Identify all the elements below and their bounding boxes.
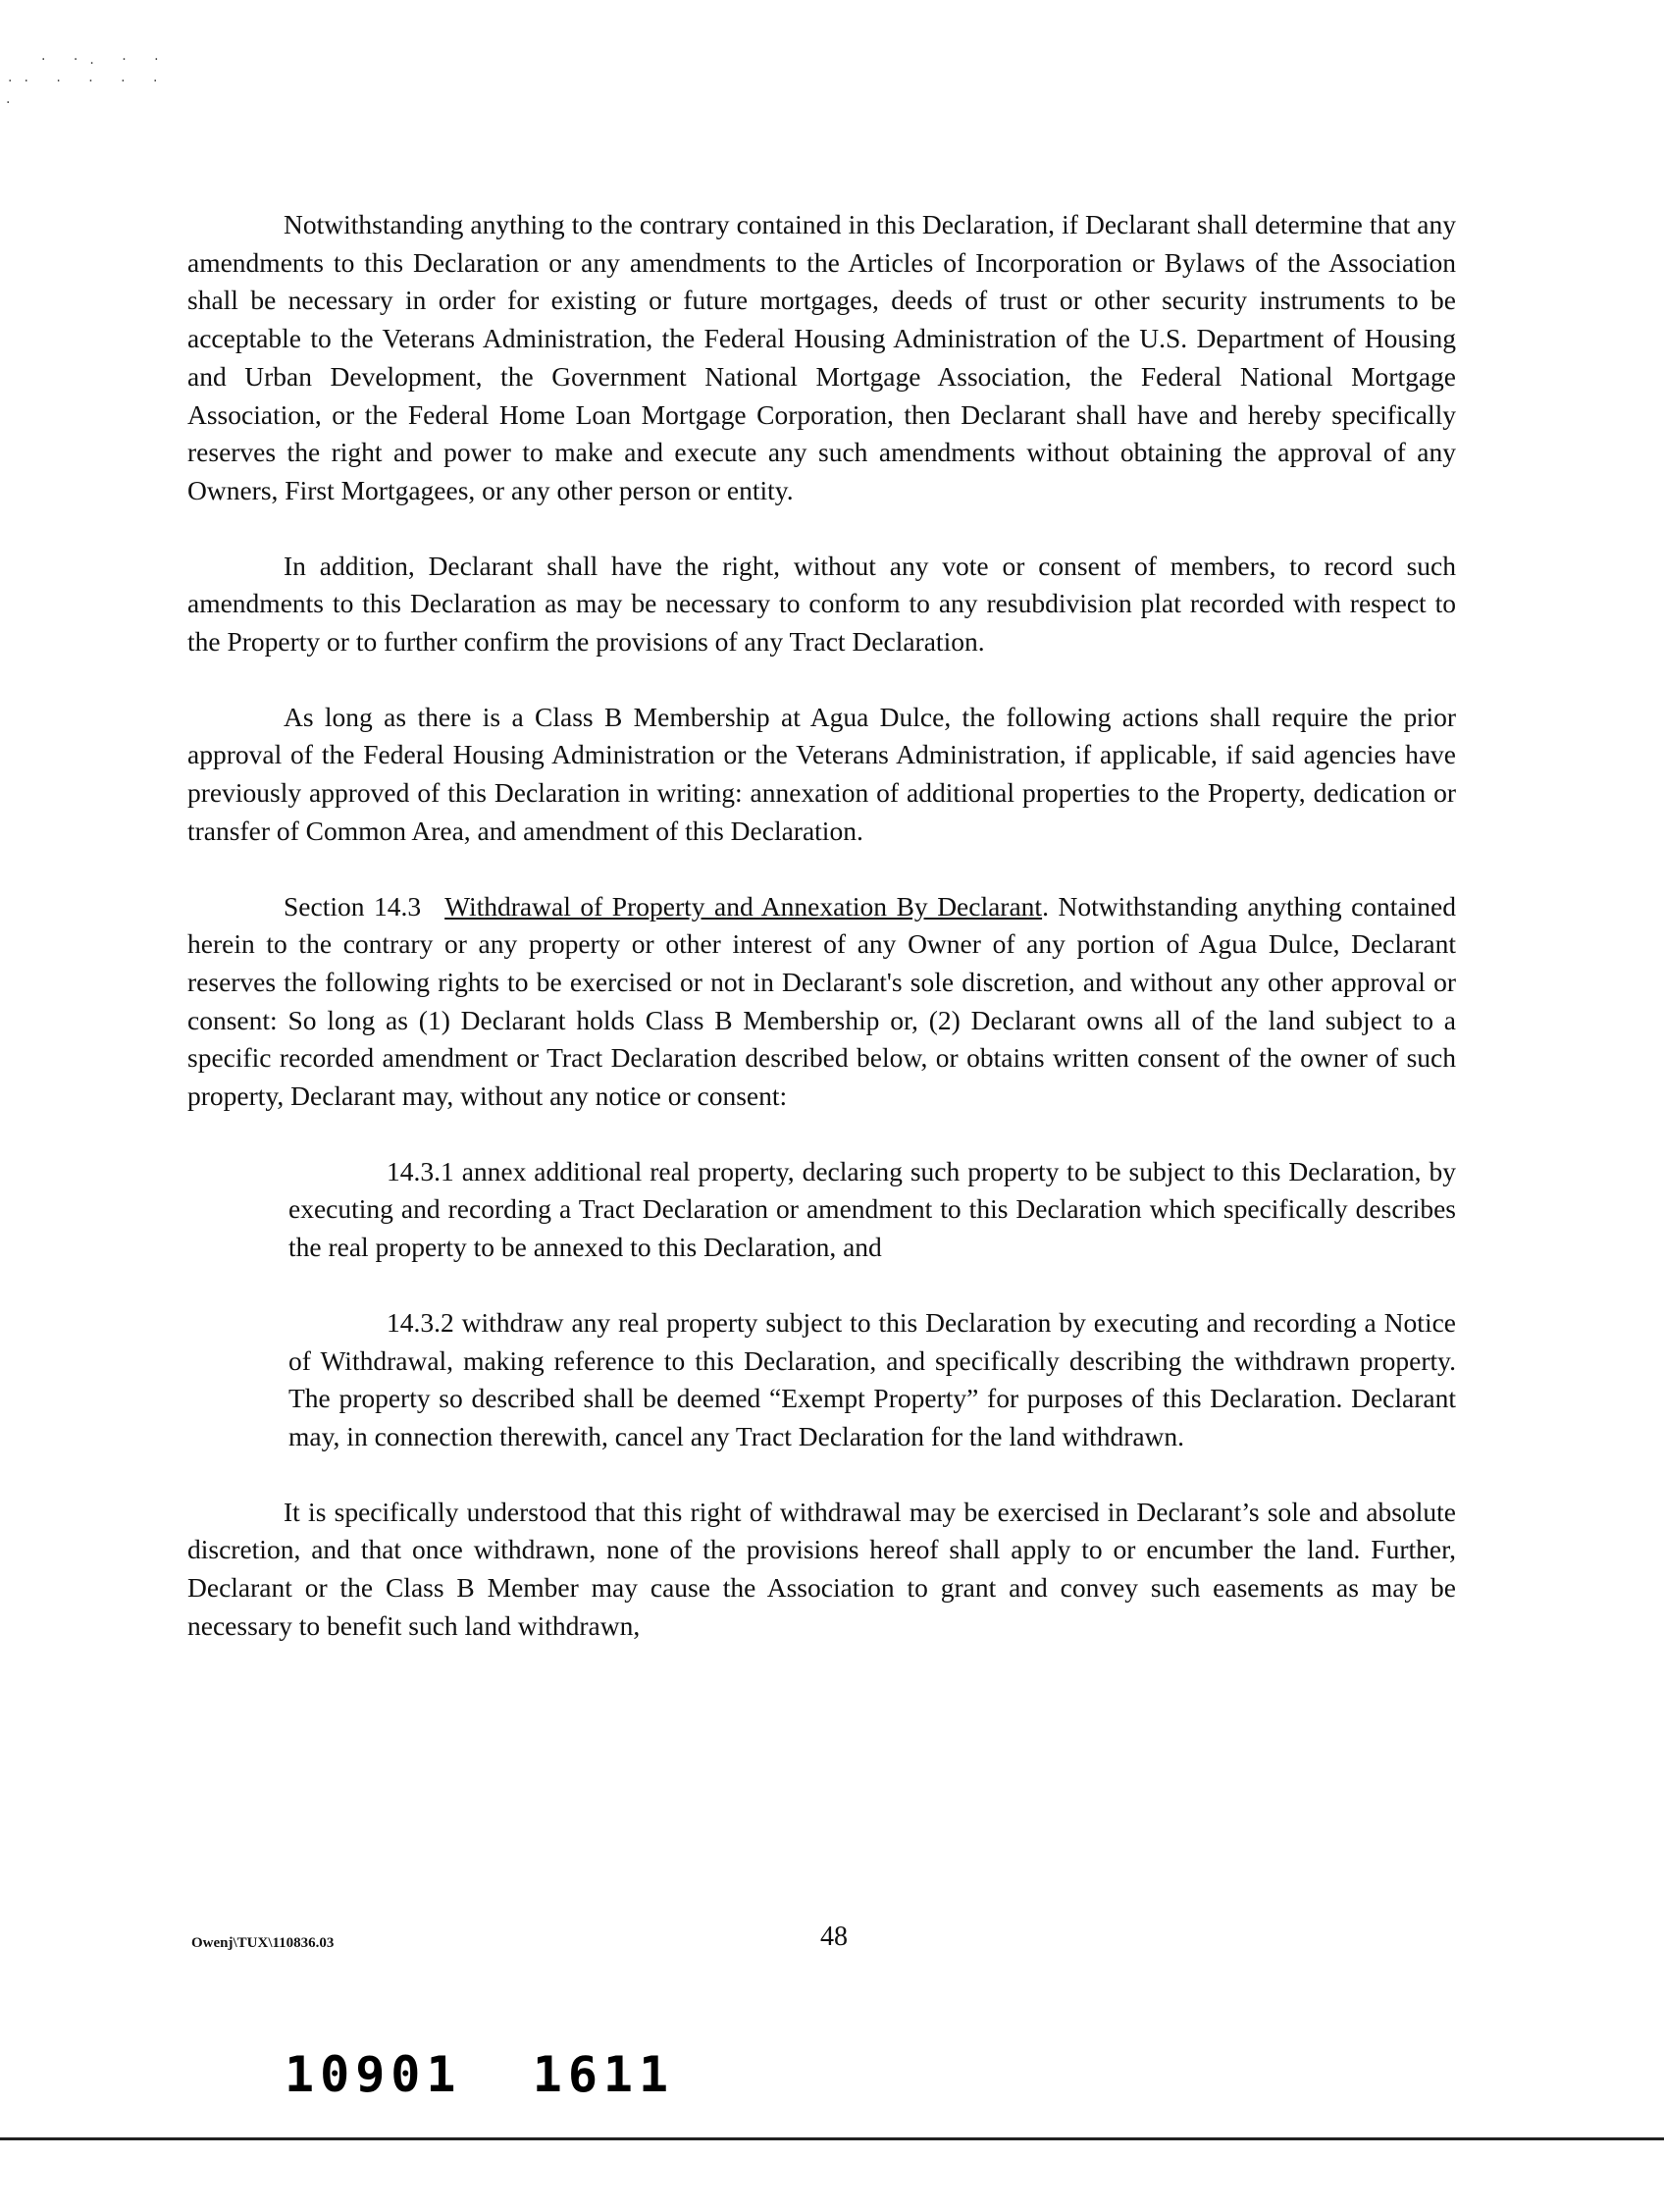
recording-stamp-number: 10901 1611 (285, 2046, 675, 2103)
paragraph-section-14-3 (187, 888, 1456, 1116)
footer-file-code: Owenj\TUX\110836.03 (191, 1935, 335, 1951)
paragraph-item-14-3-1: 14.3.1 annex additional real property, declaring such property to be subject to this Declaration, by executing and recording a Tract Declaration or amendment to this Declaration which specifically describes the real property to be annexed to this Declaration, and (288, 1155, 1456, 1263)
scan-specks: · ·. · · ·· · · · · · (6, 52, 171, 111)
paragraph-withdrawal-discretion: It is specifically understood that this right of withdrawal may be exercised in Declarant’s sole and absolute discretion, and that once withdrawn, none of the provisions hereof shall apply to or encumber the land. Further, Declarant or the Class B Member may cause the Association to grant and convey such easements as may be necessary to benefit such land withdrawn, (187, 1496, 1456, 1641)
paragraph-resubdivision: In addition, Declarant shall have the right, without any vote or consent of members, to record such amendments to this Declaration as may be necessary to conform to any resubdivision plat recorded with respect to the Property or to further confirm the provisions of any Tract Declaration. (187, 550, 1456, 658)
paragraph-amendments: Notwithstanding anything to the contrary contained in this Declaration, if Declarant shall determine that any amendments to this Declaration or any amendments to the Articles of Incorporation or Bylaws of the Association shall be necessary in order for existing or future mortgages, deeds of trust or other security instruments to be acceptable to the Veterans Administration, the Federal Housing Administration of the U.S. Department of Housing and Urban Development, the Government National Mortgage Association, the Federal National Mortgage Association, or the Federal Home Loan Mortgage Corporation, then Declarant shall have and hereby specifically reserves the right and power to make and execute any such amendments without obtaining the approval of any Owners, First Mortgagees, or any other person or entity. (187, 209, 1456, 505)
section-text: . Notwithstanding anything contained herein to the contrary or any property or other interest of any Owner of any portion of Agua Dulce, Declarant reserves the following rights to be exercised or not in Declarant's sole discretion, and without any other approval or consent: So long as (1) Declarant holds Class B Membership or, (2) Declarant owns all of the land subject to a specific recorded amendment or Tract Declaration described below, or obtains written consent of the owner of such property, Declarant may, without any notice or consent: (187, 890, 1456, 1112)
section-number: Section 14.3 (284, 890, 422, 922)
paragraph-item-14-3-2: 14.3.2 withdraw any real property subject to this Declaration by executing and recording a Notice of Withdrawal, making reference to this Declaration, and specifically describing the withdrawn property. The property so described shall be deemed “Exempt Property” for purposes of this Declaration. Declarant may, in connection therewith, cancel any Tract Declaration for the land withdrawn. (288, 1306, 1456, 1451)
paragraph-class-b-approval: As long as there is a Class B Membership at Agua Dulce, the following actions shall require the prior approval of the Federal Housing Administration or the Veterans Administration, if applicable, if said agencies have previously approved of this Declaration in writing: annexation of additional properties to the Property, dedication or transfer of Common Area, and amendment of this Declaration. (187, 701, 1456, 846)
section-title: Withdrawal of Property and Annexation By Declarant (444, 890, 1043, 922)
document-body (187, 206, 1456, 1646)
bottom-rule (0, 2137, 1664, 2140)
page-number: 48 (820, 1922, 848, 1952)
